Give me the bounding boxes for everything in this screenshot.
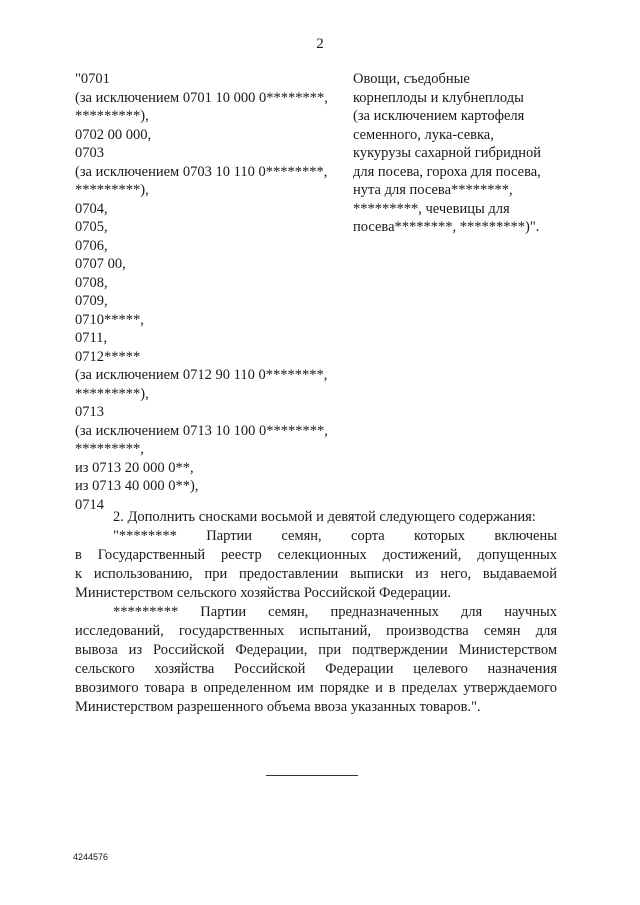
footnote-line: Министерством разрешенного объема ввоза указанных товаров.".	[75, 699, 481, 715]
goods-description	[353, 70, 553, 237]
description-line: (за исключением картофеля	[353, 108, 525, 124]
footnote-ninth	[75, 603, 557, 717]
code-list	[75, 70, 345, 514]
description-line: кукурузы сахарной гибридной	[353, 145, 542, 161]
footnote-line: "******** Партии семян, сорта которых включены	[113, 528, 557, 544]
end-divider	[266, 775, 358, 776]
code-line: 0705,	[75, 219, 108, 235]
footnote-line: к использованию, при предоставлении выписки из него, выдаваемой	[75, 566, 557, 582]
code-line: (за исключением 0703 10 110 0********,	[75, 163, 328, 180]
footnote-line: вывоза из Российской Федерации, при подтверждении Министерством	[75, 642, 557, 658]
footnote-line: ввозимого товара в определенном им порядке и в пределах утверждаемого	[75, 680, 557, 696]
code-line: 0713	[75, 404, 104, 420]
code-line: (за исключением 0701 10 000 0********,	[75, 89, 328, 106]
code-line: из 0713 40 000 0**),	[75, 478, 199, 494]
footnote-line: в Государственный реестр селекционных достижений, допущенных	[75, 547, 557, 563]
code-line: 0704,	[75, 200, 108, 217]
code-line: 0709,	[75, 293, 108, 309]
code-line: 0712*****	[75, 348, 141, 365]
code-line: 0714	[75, 496, 104, 513]
description-line: нута для посева********,	[353, 182, 513, 198]
description-line: для посева, гороха для посева,	[353, 163, 541, 180]
code-line: *********),	[75, 385, 149, 402]
code-line: (за исключением 0713 10 100 0********,	[75, 422, 328, 439]
code-line: 0711,	[75, 330, 108, 346]
footnote-line: ********* Партии семян, предназначенных для научных	[113, 604, 557, 620]
description-line: корнеплоды и клубнеплоды	[353, 89, 524, 106]
footnote-line: Министерством сельского хозяйства Российской Федерации.	[75, 585, 452, 601]
footnote-eighth	[75, 527, 557, 603]
code-line: (за исключением 0712 90 110 0********,	[75, 367, 328, 383]
document-id: 4244576	[73, 852, 109, 862]
code-line: *********),	[75, 182, 149, 198]
code-line: 0707 00,	[75, 256, 126, 272]
page-number: 2	[316, 36, 324, 52]
description-line: посева********, *********)".	[353, 219, 540, 235]
code-line: *********,	[75, 441, 144, 457]
code-line: 0710*****,	[75, 311, 144, 328]
code-line: из 0713 20 000 0**,	[75, 459, 194, 476]
code-line: 0702 00 000,	[75, 126, 152, 143]
code-line: 0706,	[75, 237, 108, 254]
footnote-line: сельского хозяйства Российской Федерации целевого назначения	[75, 661, 557, 677]
code-line: 0703	[75, 145, 104, 161]
description-line: *********, чечевицы для	[353, 200, 510, 217]
description-line: Овощи, съедобные	[353, 71, 470, 87]
code-line: "0701	[75, 71, 110, 87]
amendment-text	[75, 508, 557, 717]
footnote-line: исследований, государственных испытаний, производства семян для	[75, 623, 557, 639]
paragraph-intro: 2. Дополнить сносками восьмой и девятой следующего содержания:	[113, 509, 536, 525]
description-line: семенного, лука-севка,	[353, 126, 494, 143]
code-line: 0708,	[75, 274, 108, 291]
code-line: *********),	[75, 108, 149, 124]
